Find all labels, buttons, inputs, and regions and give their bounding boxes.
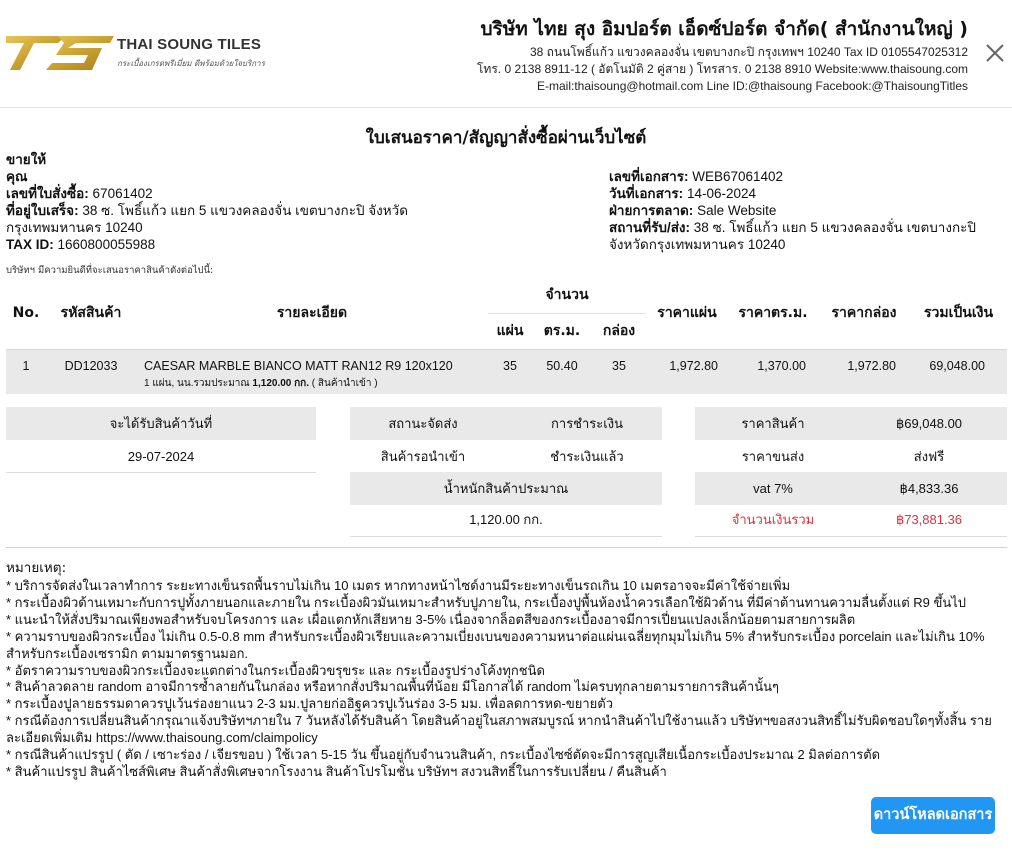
delivery-label: สถานที่รับ/ส่ง: xyxy=(609,220,691,235)
remarks-title: หมายเหตุ: xyxy=(6,560,67,576)
doc-no: WEB67061402 xyxy=(692,169,784,184)
tax-id-row xyxy=(6,236,436,253)
vat: ฿4,833.36 xyxy=(899,481,959,496)
receive-date-label: จะได้รับสินค้าวันที่ xyxy=(6,407,316,440)
col-price-sqm: ราคาตร.ม. xyxy=(738,304,808,321)
col-code: รหัสสินค้า xyxy=(60,304,122,321)
grand-total: ฿73,881.36 xyxy=(895,512,963,527)
customer-info xyxy=(6,151,436,253)
company-name: บริษัท ไทย สุง อิมปอร์ต เอ็ดซ์ปอร์ต จำกัด( สำนักงานใหญ่ ) xyxy=(480,18,968,40)
brand-name: THAI SOUNG TILES xyxy=(117,36,262,53)
col-total: รวมเป็นเงิน xyxy=(923,304,994,321)
sell-to-label: ขายให้ xyxy=(6,152,47,167)
goods-price: ฿69,048.00 xyxy=(895,416,963,431)
remark-item: * สินค้าแปรรูป สินค้าไซส์พิเศษ สินค้าสั่งพิเศษจากโรงงาน สินค้าโปรโมชั่น บริษัทฯ สงวนสิทธิ์ในการรับเปลี่ยน / คืนสินค้า xyxy=(6,763,667,779)
doc-no-label: เลขที่เอกสาร: xyxy=(609,169,689,184)
document-title: ใบเสนอราคา/สัญญาสั่งซื้อผ่านเว็บไซต์ xyxy=(365,128,647,148)
sell-to-value: คุณ xyxy=(6,169,28,184)
row-sqm: 50.40 xyxy=(532,349,592,394)
receive-date: 29-07-2024 xyxy=(127,449,195,464)
row-boxes: 35 xyxy=(592,349,646,394)
col-pieces: แผ่น xyxy=(488,313,532,349)
col-no: No. xyxy=(12,304,40,321)
close-icon[interactable] xyxy=(984,42,1006,64)
payment-status: ชำระเงินแล้ว xyxy=(550,449,624,464)
delivery-address: 38 ซ. โพธิ์แก้ว แยก 5 แขวงคลองจั่น เขตบางกะปิ จังหวัดกรุงเทพมหานคร 10240 xyxy=(609,220,976,252)
remark-item: * กระเบื้องปูลายธรรมดาควรปูเว้นร่องยาแนว 2-3 มม.ปูลายก่ออิฐควรปูเว้นร่อง 3-5 มม. เพื่อลดการหด-ขยายตัว xyxy=(6,696,614,712)
header xyxy=(0,0,1012,108)
weight: 1,120.00 กก. xyxy=(469,512,543,527)
order-no-label: เลขที่ใบสั่งซื้อ: xyxy=(6,186,89,201)
sales: Sale Website xyxy=(697,203,777,218)
table-row xyxy=(6,349,1007,394)
row-pieces: 35 xyxy=(488,349,532,394)
doc-date: 14-06-2024 xyxy=(686,186,756,201)
tax-id-label: TAX ID: xyxy=(6,237,54,252)
grand-total-label: จำนวนเงินรวม xyxy=(731,512,815,527)
goods-price-label: ราคาสินค้า xyxy=(741,416,805,431)
payment-label: การชำระเงิน xyxy=(551,416,623,431)
shipping-label: ราคาขนส่ง xyxy=(741,449,805,464)
row-sub-weight: 1,120.00 กก. xyxy=(252,377,310,389)
remark-item: * กรณีสินค้าแปรรูป ( ตัด / เซาะร่อง / เจียรขอบ ) ใช้เวลา 5-15 วัน ขึ้นอยู่กับจำนวนสินค้า, กระเบื้องไซซ์ตัดจะมีการสูญเสียเนื้อกระเบื้องประมาณ 2 มิลต่อการตัด xyxy=(6,747,881,763)
remark-item: * บริการจัดส่งในเวลาทำการ ระยะทางเข็นรถพื้นราบไม่เกิน 10 เมตร หากทางหน้าไซด์งานมีระยะทางเข็นรถเกิน 10 เมตรอาจจะมีค่าใช้จ่ายเพิ่ม xyxy=(6,578,791,593)
row-sub-prefix: 1 แผ่น, นน.รวมประมาณ xyxy=(144,377,250,389)
receive-date-underline xyxy=(6,472,316,473)
delivery-row xyxy=(609,219,989,253)
company-info xyxy=(477,14,968,95)
status-underline xyxy=(350,536,662,537)
col-quantity: จำนวน xyxy=(545,286,589,303)
row-no: 1 xyxy=(6,349,46,394)
bill-address-row xyxy=(6,202,436,236)
remark-item: * กระเบื้องผิวด้านเหมาะกับการปูทั้งภายนอกและภายใน กระเบื้องผิวมันเหมาะสำหรับปูภายใน, กระเบื้องปูพื้นห้องน้ำควรเลือกใช้ผิวด้าน ที่มีค่าต้านทานความลื่นตั้งแต่ R9 ขึ้นไป xyxy=(6,594,967,610)
order-no: 67061402 xyxy=(92,186,153,201)
remark-item: * อัตราความราบของผิวกระเบื้องจะแตกต่างในกระเบื้องผิวขรุขระ และ กระเบื้องรูปร่างโค้งทุกชนิด xyxy=(6,662,545,678)
download-document-button[interactable]: ดาวน์โหลดเอกสาร xyxy=(871,797,995,834)
row-total: 69,048.00 xyxy=(910,349,1007,394)
weight-label: น้ำหนักสินค้าประมาณ xyxy=(350,472,662,505)
row-description: CAESAR MARBLE BIANCO MATT RAN12 R9 120x120 xyxy=(144,358,453,373)
row-description-sub xyxy=(144,376,488,391)
doc-date-label: วันที่เอกสาร: xyxy=(609,186,684,201)
shipping: ส่งฟรี xyxy=(913,449,945,464)
bill-address: 38 ซ. โพธิ์แก้ว แยก 5 แขวงคลองจั่น เขตบางกะปิ จังหวัด กรุงเทพมหานคร 10240 xyxy=(6,203,409,235)
remark-item: * แนะนำให้สั่งปริมาณเพียงพอสำหรับจบโครงการ และ เผื่อแตกหักเสียหาย 3-5% เนื่องจากล็อตสีของกระเบื้องอาจมีการเปี่ยนแปลงเล็กน้อยตามสายการผลิต xyxy=(6,611,856,627)
col-boxes: กล่อง xyxy=(592,313,646,349)
company-contact: โทร. 0 2138 8911-12 ( อัตโนมัติ 2 คู่สาย ) โทรสาร. 0 2138 8910 Website:www.thaisoung.com xyxy=(476,62,968,76)
col-description: รายละเอียด xyxy=(276,304,348,321)
col-sqm: ตร.ม. xyxy=(532,313,592,349)
row-price-piece: 1,972.80 xyxy=(646,349,728,394)
bill-address-label: ที่อยู่ใบเสร็จ: xyxy=(6,203,79,218)
brand-tagline: กระเบื้องเกรดพรีเมี่ยม ดีพร้อมด้วยใจบริการ xyxy=(117,59,265,68)
row-description-cell xyxy=(136,349,488,394)
remarks-divider xyxy=(6,547,1007,548)
company-address: 38 ถนนโพธิ์แก้ว แขวงคลองจั่น เขตบางกะปิ กรุงเทพฯ 10240 Tax ID 0105547025312 xyxy=(530,45,968,59)
remarks-list xyxy=(6,578,1006,781)
order-no-row xyxy=(6,185,436,202)
row-sub-suffix: ( สินค้านำเข้า ) xyxy=(311,377,378,389)
remark-item: * สินค้าลวดลาย random อาจมีการซ้ำลายกันในกล่อง หรือหากสั่งปริมาณพื้นที่น้อย มีโอกาสได้ random ไม่ครบทุกลายตามรายการสินค้านั้นๆ xyxy=(6,679,779,695)
row-code: DD12033 xyxy=(46,349,136,394)
row-price-sqm: 1,370.00 xyxy=(728,349,818,394)
row-price-box: 1,972.80 xyxy=(818,349,910,394)
doc-no-row xyxy=(609,168,989,185)
col-price-box: ราคากล่อง xyxy=(831,304,897,321)
items-table xyxy=(6,277,1007,394)
col-price-piece: ราคาแผ่น xyxy=(657,304,717,321)
thai-soung-logo-icon xyxy=(6,34,116,72)
remark-item: * ความราบของผิวกระเบื้อง ไม่เกิน 0.5-0.8 mm สำหรับกระเบื้องผิวเรียบและความเบี่ยงเบนของความหนาต่อแผ่นเฉลี่ยทุกมุมไม่เกิน 5% สำหรับกระเบื้อง porcelain และไม่เกิน 10% สำหรับกระเบื้องเซรามิก ตามมาตรฐานมอก. xyxy=(6,628,985,661)
document-info xyxy=(609,168,989,253)
vat-label: vat 7% xyxy=(753,481,793,496)
sales-label: ฝ่ายการตลาด: xyxy=(609,203,694,218)
remark-item: * กรณีต้องการเปลี่ยนสินค้ากรุณาแจ้งบริษัทฯภายใน 7 วันหลังได้รับสินค้า โดยสินค้าอยู่ในสภาพสมบูรณ์ หากนำสินค้าไปใช้งานแล้ว บริษัทฯขอสงวนสิทธิ์ไม่รับผิดชอบใดๆทั้งสิ้น รายละเอียดเพิ่มเติม https://www.thaisoung.com/claimpolicy xyxy=(6,713,992,746)
delivery-status: สินค้ารอนำเข้า xyxy=(380,449,466,464)
delivery-status-label: สถานะจัดส่ง xyxy=(388,416,458,431)
tax-id: 1660800055988 xyxy=(57,237,156,252)
company-online: E-mail:thaisoung@hotmail.com Line ID:@thaisoung Facebook:@ThaisoungTitles xyxy=(537,79,968,93)
sales-row xyxy=(609,202,989,219)
intro-note: บริษัทฯ มีความยินดีที่จะเสนอราคาสินค้าดังต่อไปนี้: xyxy=(6,265,214,276)
totals-underline xyxy=(695,536,1007,537)
doc-date-row xyxy=(609,185,989,202)
